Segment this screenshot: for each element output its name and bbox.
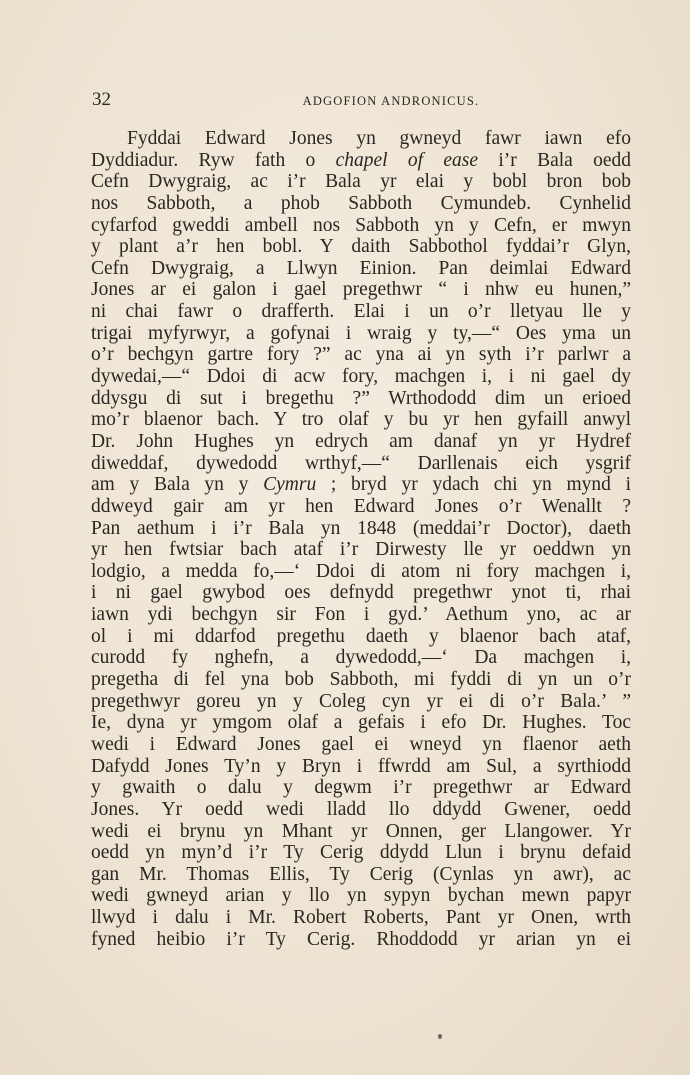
text-line [91,842,631,864]
text-run: Dafydd Jones Ty’n y Bryn i ffwrdd am Sul, a syrthiodd [91,755,631,777]
text-run: trigai myfyrwyr, a gofynai i wraig y ty,—“ Oes yma un [91,322,631,344]
text-run: curodd fy nghefn, a dywedodd,—‘ Da machgen i, [91,647,631,669]
text-line [91,193,631,215]
text-run: ; bryd yr ydach chi yn mynd i [316,474,631,496]
text-line [91,518,631,540]
body-paragraph [91,128,631,950]
text-line [91,279,631,301]
text-run: Ie, dyna yr ymgom olaf a gefais i efo Dr. Hughes. Toc [91,712,631,734]
text-line [91,734,631,756]
text-line [91,885,631,907]
text-line [91,366,631,388]
text-run: i’r Bala oedd [478,149,632,171]
text-run: y gwaith o dalu y degwm i’r pregethwr ar Edward [91,777,631,799]
text-line [91,821,631,843]
text-run: Jones. Yr oedd wedi lladd llo ddydd Gwener, oedd [91,798,631,820]
text-run: Dyddiadur. Ryw fath o [91,149,336,171]
text-run: Fyddai Edward Jones yn gwneyd fawr iawn efo [127,128,631,149]
text-line [91,409,631,431]
text-run: wedi ei brynu yn Mhant yr Onnen, ger Llangower. Yr [91,820,631,842]
text-line [91,626,631,648]
text-line [91,301,631,323]
running-head-title: ADGOFION ANDRONICUS. [302,94,480,108]
text-line [91,561,631,583]
text-run: gan Mr. Thomas Ellis, Ty Cerig (Cynlas yn awr), ac [91,863,631,885]
text-line [91,171,631,193]
text-line [91,344,631,366]
text-run: Dr. John Hughes yn edrych am danaf yn yr Hydref [91,430,631,452]
text-run: diweddaf, dywedodd wrthyf,—“ Darllenais eich ysgrif [91,452,631,474]
printer-mark [438,1034,442,1039]
text-line [91,258,631,280]
running-head [92,88,630,112]
text-run: oedd yn myn’d i’r Ty Cerig ddydd Llun i brynu defaid [91,842,631,864]
text-line [91,864,631,886]
text-run: ni chai fawr o drafferth. Elai i un o’r lletyau lle y [91,301,631,323]
text-line [91,453,631,475]
text-run: yr hen fwtsiar bach ataf i’r Dirwesty lle yr oeddwn yn [91,539,631,561]
text-run: lodgio, a medda fo,—‘ Ddoi di atom ni fory machgen i, [91,560,631,582]
text-line [91,215,631,237]
text-line [91,150,631,172]
text-line [91,474,631,496]
text-line [91,712,631,734]
text-line [91,539,631,561]
text-run: wedi i Edward Jones gael ei wneyd yn flaenor aeth [91,733,631,755]
text-run: wedi gwneyd arian y llo yn sypyn bychan mewn papyr [91,885,631,907]
text-run: Cefn Dwygraig, a Llwyn Einion. Pan deimlai Edward [91,257,631,279]
text-run: ddysgu di sut i bregethu ?” Wrthododd dim un erioed [91,387,631,409]
page-number: 32 [92,89,111,110]
italic-text: Cymru [263,474,317,496]
text-run: fyned heibio i’r Ty Cerig. Rhoddodd yr arian yn ei [91,928,631,950]
text-run: iawn ydi bechgyn sir Fon i gyd.’ Aethum yno, ac ar [91,604,631,626]
italic-text: chapel of ease [335,149,479,171]
text-run: Cefn Dwygraig, ac i’r Bala yr elai y bobl bron bob [91,171,631,193]
text-run: o’r bechgyn gartre fory ?” ac yna ai yn syth i’r parlwr a [91,344,631,366]
text-line [91,582,631,604]
text-line [91,777,631,799]
text-line [91,691,631,713]
text-line [91,929,631,951]
text-run: nos Sabboth, a phob Sabboth Cymundeb. Cynhelid [91,192,631,214]
text-run: cyfarfod gweddi ambell nos Sabboth yn y Cefn, er mwyn [91,214,631,236]
text-line [91,907,631,929]
text-run: ddweyd gair am yr hen Edward Jones o’r Wenallt ? [91,495,631,517]
text-run: pregethwyr goreu yn y Coleg cyn yr ei di o’r Bala.’ ” [91,690,631,712]
text-line [91,799,631,821]
text-line [91,323,631,345]
text-run: Jones ar ei galon i gael pregethwr “ i nhw eu hunen,” [91,279,631,301]
text-line [91,496,631,518]
text-line [91,604,631,626]
text-run: y plant a’r hen bobl. Y daith Sabbothol fyddai’r Glyn, [91,236,631,258]
text-line [91,669,631,691]
text-line [91,647,631,669]
text-line [91,236,631,258]
text-run: llwyd i dalu i Mr. Robert Roberts, Pant yr Onen, wrth [91,907,631,929]
text-run: ol i mi ddarfod pregethu daeth y blaenor bach ataf, [91,625,631,647]
text-line [91,128,631,150]
text-run: dywedai,—“ Ddoi di acw fory, machgen i, i ni gael dy [91,366,631,388]
text-line [91,431,631,453]
text-line [91,388,631,410]
text-run: Pan aethum i i’r Bala yn 1848 (meddai’r Doctor), daeth [91,517,631,539]
text-run: i ni gael gwybod oes defnydd pregethwr ynot ti, rhai [91,582,631,604]
text-line [91,756,631,778]
text-run: mo’r blaenor bach. Y tro olaf y bu yr hen gyfaill anwyl [91,409,631,431]
text-run: am y Bala yn y [91,474,264,496]
text-run: pregetha di fel yna bob Sabboth, mi fyddi di yn un o’r [91,669,631,691]
